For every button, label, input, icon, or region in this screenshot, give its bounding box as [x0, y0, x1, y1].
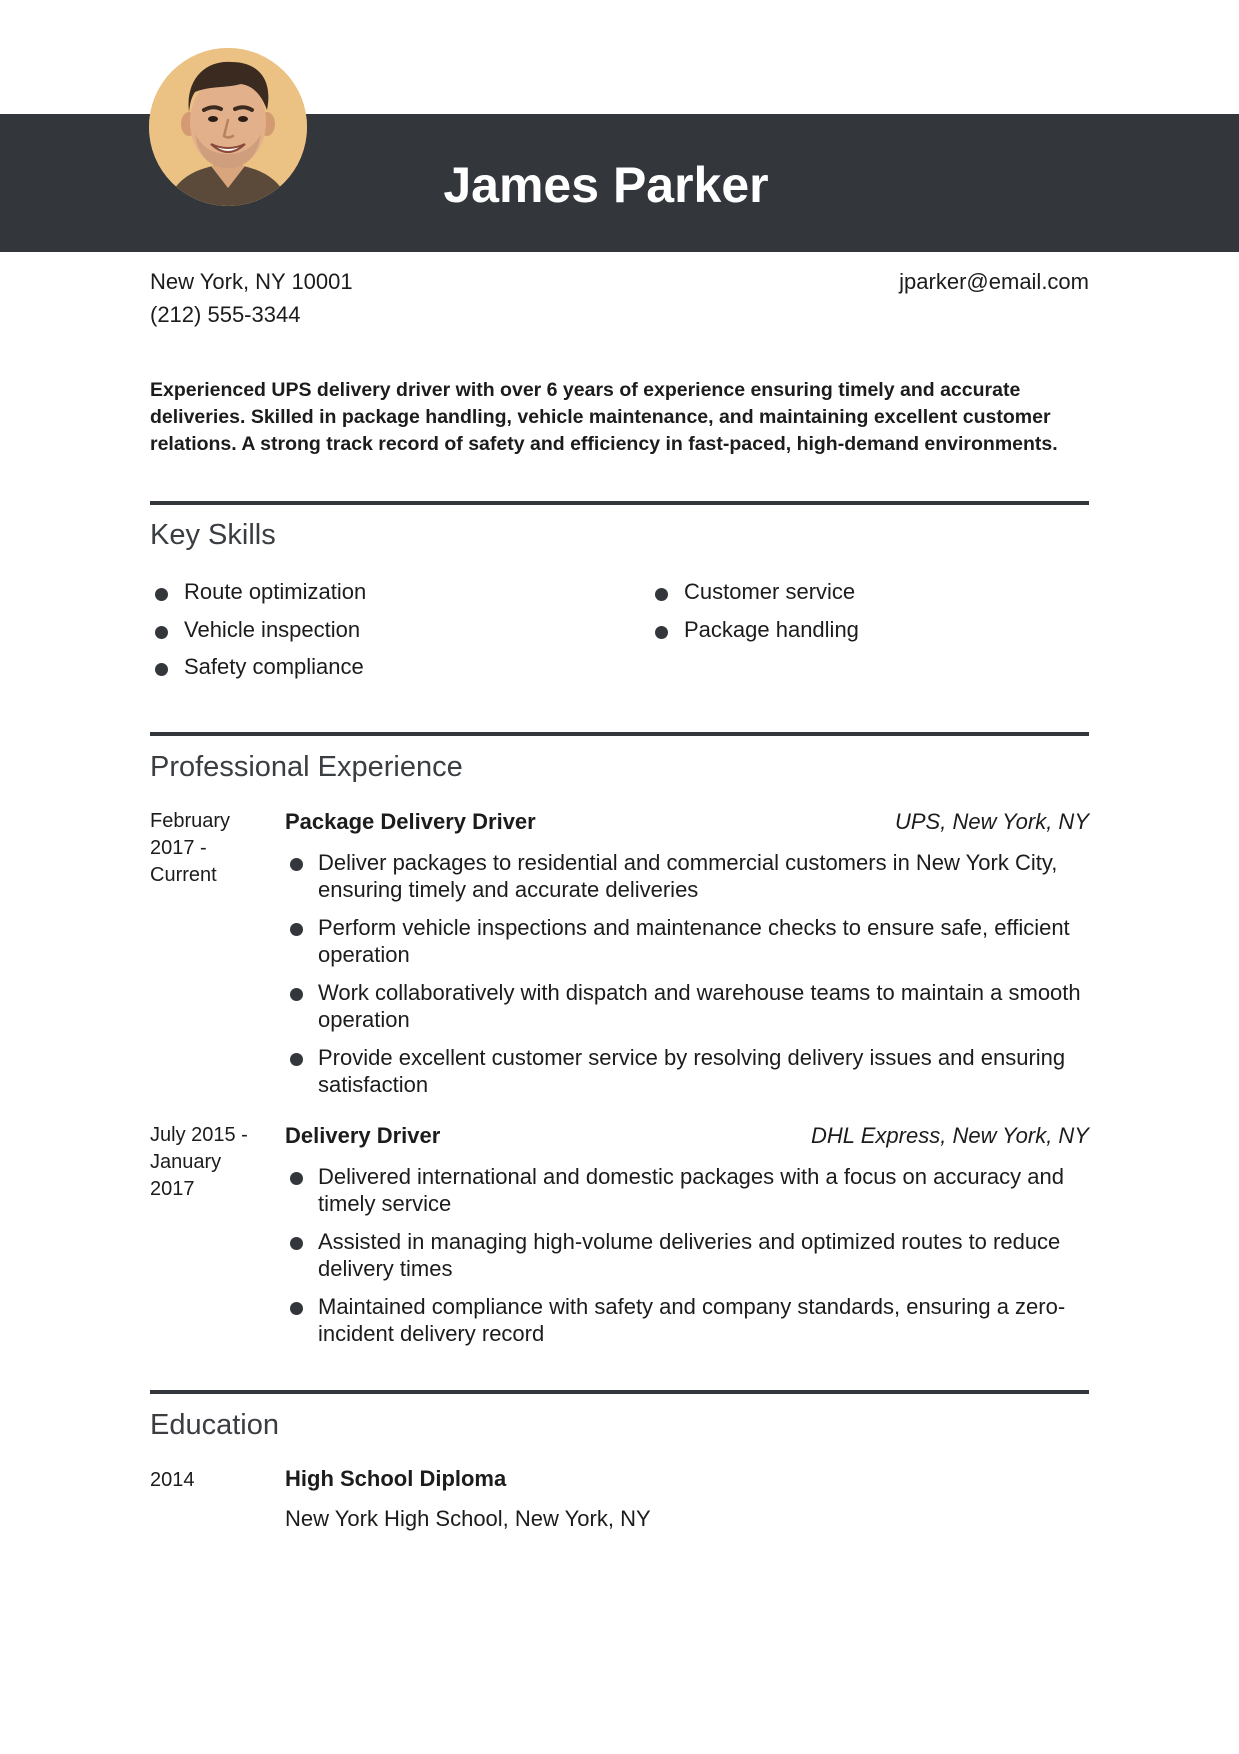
professional-summary: Experienced UPS delivery driver with over 6 years of experience ensuring timely and accurate deliveries. Skilled in package handling, vehicle maintenance, and maintaining excellent customer relations. A strong track record of safety and efficiency in fast-paced, high-demand environments.	[150, 379, 1058, 455]
education-degree: High School Diploma	[285, 1466, 507, 1491]
profile-photo	[149, 48, 307, 206]
job-dates	[150, 808, 270, 889]
experience-section-title: Professional Experience	[150, 751, 463, 783]
job-bullets	[285, 1163, 1089, 1347]
skill-item: Customer service	[650, 573, 859, 611]
job-bullet: Delivered international and domestic packages with a focus on accuracy and timely service	[285, 1163, 1089, 1217]
job-date-line: January	[150, 1151, 222, 1173]
job-bullet: Maintained compliance with safety and company standards, ensuring a zero-incident delivery record	[285, 1293, 1089, 1347]
job-date-line: 2017	[150, 1178, 195, 1200]
job-date-line: July 2015 -	[150, 1124, 248, 1146]
skills-list	[150, 573, 1089, 693]
skills-column-right	[650, 573, 859, 648]
job-dates	[150, 1122, 270, 1203]
skills-section-title: Key Skills	[150, 519, 276, 551]
education-year: 2014	[150, 1469, 195, 1491]
job-header	[285, 1122, 1089, 1149]
avatar	[149, 48, 307, 206]
skills-column-left	[150, 573, 366, 686]
job-company: UPS, New York, NY	[895, 809, 1089, 834]
job-bullets	[285, 849, 1089, 1098]
job-body	[285, 808, 1089, 1109]
job-title: Package Delivery Driver	[285, 809, 536, 834]
section-divider	[150, 732, 1089, 736]
candidate-name: James Parker	[443, 157, 769, 213]
section-divider	[150, 1390, 1089, 1394]
job-company: DHL Express, New York, NY	[811, 1123, 1089, 1148]
job-bullet: Deliver packages to residential and commercial customers in New York City, ensuring timely and accurate deliveries	[285, 849, 1089, 903]
skill-item: Vehicle inspection	[150, 611, 366, 649]
contact-right	[899, 265, 1089, 298]
skill-item: Safety compliance	[150, 648, 366, 686]
email[interactable]: jparker@email.com	[899, 269, 1089, 294]
job-body	[285, 1122, 1089, 1358]
job-date-line: February	[150, 810, 231, 832]
job-date-line: 2017 -	[150, 837, 207, 859]
contact-left	[150, 265, 353, 331]
skill-item: Package handling	[650, 611, 859, 649]
phone: (212) 555-3344	[150, 302, 301, 327]
education-section-title: Education	[150, 1409, 279, 1441]
job-bullet: Provide excellent customer service by resolving delivery issues and ensuring satisfaction	[285, 1044, 1089, 1098]
job-bullet: Perform vehicle inspections and maintenance checks to ensure safe, efficient operation	[285, 914, 1089, 968]
job-header	[285, 808, 1089, 835]
job-date-line: Current	[150, 864, 217, 886]
section-divider	[150, 501, 1089, 505]
location: New York, NY 10001	[150, 269, 353, 294]
skill-item: Route optimization	[150, 573, 366, 611]
job-bullet: Assisted in managing high-volume deliveries and optimized routes to reduce delivery times	[285, 1228, 1089, 1282]
education-school: New York High School, New York, NY	[285, 1506, 651, 1531]
job-title: Delivery Driver	[285, 1123, 441, 1148]
job-bullet: Work collaboratively with dispatch and warehouse teams to maintain a smooth operation	[285, 979, 1089, 1033]
